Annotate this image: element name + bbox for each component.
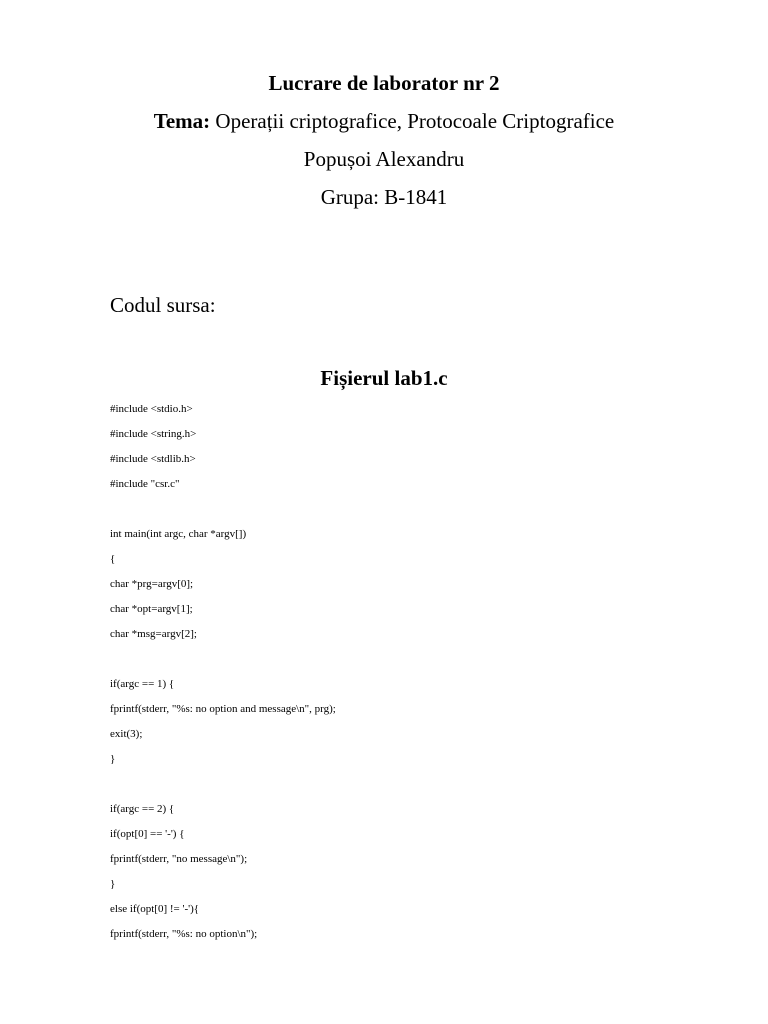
author-name: Popușoi Alexandru	[303, 147, 465, 171]
group-label: Grupa: B-1841	[320, 185, 448, 209]
code-line: fprintf(stderr, "%s: no option\n");	[110, 928, 258, 940]
code-line: {	[110, 553, 116, 565]
document-title: Lucrare de laborator nr 2	[268, 71, 500, 95]
code-line: int main(int argc, char *argv[])	[110, 528, 247, 540]
code-line	[110, 772, 730, 797]
file-heading: Fișierul lab1.c	[320, 366, 448, 390]
code-line: #include "csr.c"	[110, 478, 180, 490]
code-line: char *prg=argv[0];	[110, 578, 194, 590]
code-line: }	[110, 878, 116, 890]
code-line: }	[110, 753, 116, 765]
code-line: fprintf(stderr, "no message\n");	[110, 853, 248, 865]
code-line: exit(3);	[110, 728, 143, 740]
code-block	[110, 397, 730, 947]
code-line: if(opt[0] == '-') {	[110, 828, 185, 840]
theme-label: Tema:	[153, 109, 211, 133]
code-line: else if(opt[0] != '-'){	[110, 903, 200, 915]
document-header	[0, 64, 768, 216]
code-line: char *opt=argv[1];	[110, 603, 193, 615]
code-line	[110, 647, 730, 672]
code-line	[110, 497, 730, 522]
section-label: Codul sursa:	[110, 293, 216, 317]
code-line: #include <string.h>	[110, 428, 197, 440]
theme-value: Operații criptografice, Protocoale Criptografice	[210, 109, 615, 133]
code-line: #include <stdlib.h>	[110, 453, 196, 465]
code-line: char *msg=argv[2];	[110, 628, 197, 640]
code-line: if(argc == 2) {	[110, 803, 175, 815]
code-line: #include <stdio.h>	[110, 403, 193, 415]
code-line: fprintf(stderr, "%s: no option and message\n", prg);	[110, 703, 336, 715]
code-line: if(argc == 1) {	[110, 678, 175, 690]
theme-line	[0, 102, 768, 140]
